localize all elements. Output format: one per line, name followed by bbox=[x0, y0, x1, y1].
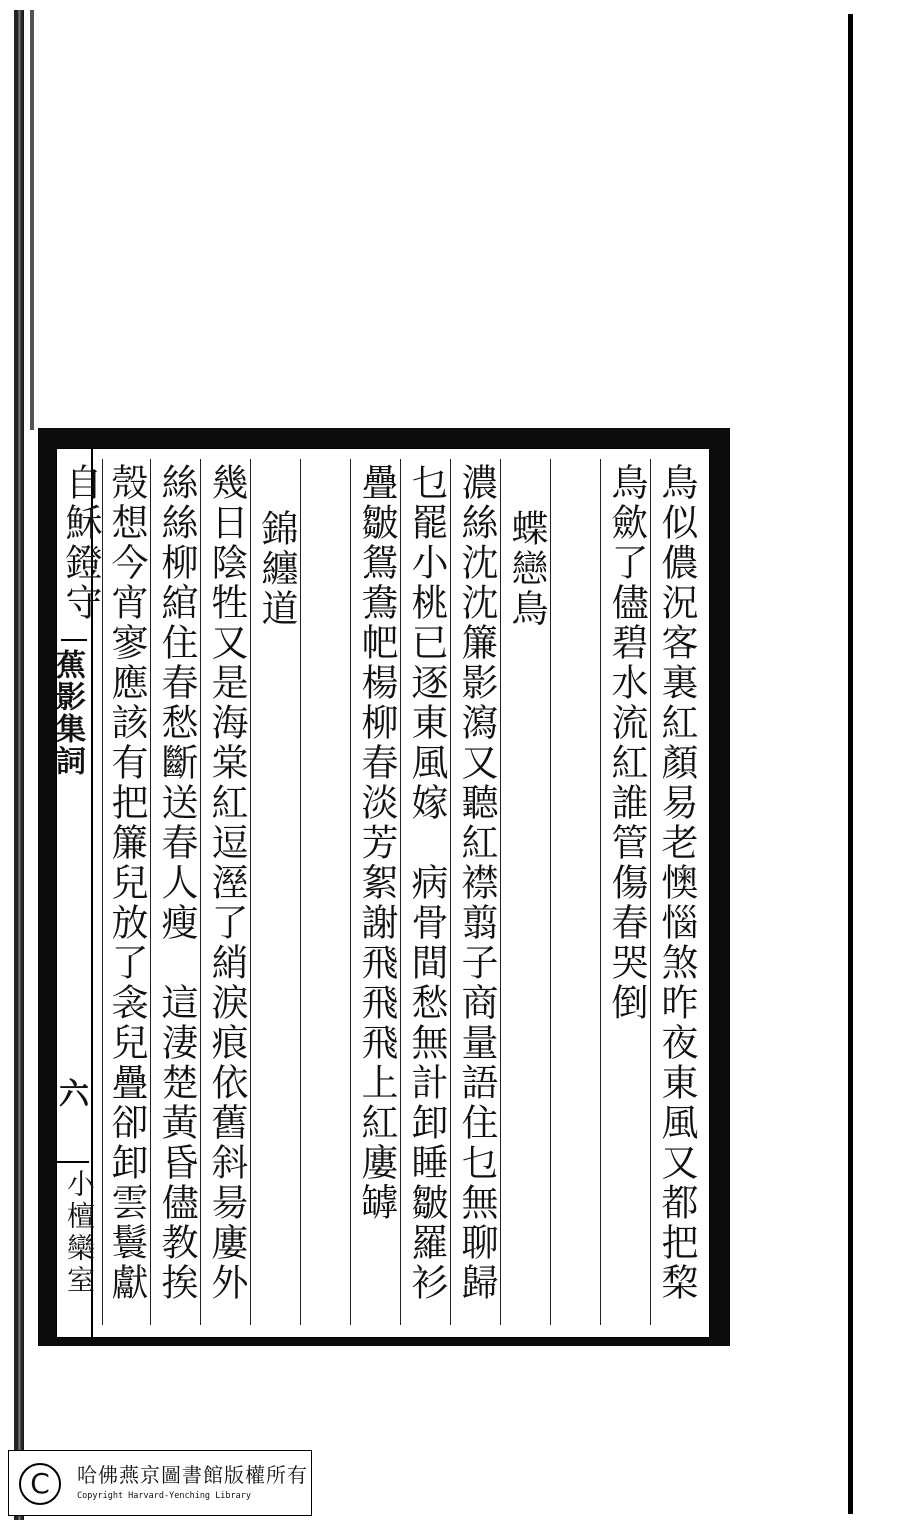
column-rule bbox=[200, 459, 201, 1325]
column-rule bbox=[400, 459, 401, 1325]
column-rule bbox=[500, 459, 501, 1325]
text-column: 鳥歛了儘碧水流紅誰管傷春哭倒 bbox=[605, 463, 648, 1023]
text-column bbox=[303, 463, 349, 1323]
column-rule bbox=[250, 459, 251, 1325]
binding-edge bbox=[14, 10, 24, 1520]
fore-edge-page-number: 六 bbox=[59, 1077, 89, 1112]
poem-title: 蝶戀鳥 bbox=[505, 509, 548, 629]
text-column: 乜罷小桃已逐東風嫁 病骨間愁無計卸睡皺羅衫 bbox=[405, 463, 448, 1303]
printed-page bbox=[38, 428, 730, 1346]
text-frame bbox=[50, 448, 710, 1338]
column-rule bbox=[550, 459, 551, 1325]
fore-edge-studio: 小檀欒室 bbox=[63, 1169, 96, 1297]
column-rule bbox=[300, 459, 301, 1325]
column-rule bbox=[350, 459, 351, 1325]
copyright-english: Copyright Harvard-Yenching Library bbox=[77, 1491, 251, 1501]
poem-title: 錦纏道 bbox=[255, 509, 298, 629]
copyright-icon: C bbox=[19, 1463, 61, 1505]
text-column bbox=[553, 463, 599, 1323]
text-column: 幾日陰牲又是海棠紅逗溼了綃淚痕依舊斜昜廔外 bbox=[205, 463, 248, 1303]
text-column: 疊皺鴛鴦帊楊柳春淡芳絮謝飛飛飛上紅廔罅 bbox=[355, 463, 398, 1223]
column-rule bbox=[600, 459, 601, 1325]
text-column: 鳥似儂況客裏紅顏易老懊惱煞昨夜東風又都把棃 bbox=[655, 463, 698, 1303]
fore-edge-title: 蕉影集詞 bbox=[50, 649, 85, 777]
text-column: 殼想今宵寥應該有把簾兒放了衾兒疊卻卸雲鬟獻 bbox=[105, 463, 148, 1303]
copyright-chinese: 哈佛燕京圖書館版權所有 bbox=[77, 1463, 308, 1487]
copyright-stamp bbox=[8, 1450, 312, 1516]
text-column: 濃絲沈沈簾影瀉又聽紅襟翦子商量語住乜無聊歸 bbox=[455, 463, 498, 1303]
column-rule bbox=[150, 459, 151, 1325]
column-rule bbox=[450, 459, 451, 1325]
scan-right-edge bbox=[848, 14, 853, 1514]
column-rule bbox=[650, 459, 651, 1325]
binding-edge-inner bbox=[30, 10, 34, 430]
text-column: 絲絲柳綰住春愁斷送春人瘦 這淒楚黃昏儘教挨 bbox=[155, 463, 198, 1303]
text-column: 自穌鐙守 bbox=[59, 463, 102, 623]
